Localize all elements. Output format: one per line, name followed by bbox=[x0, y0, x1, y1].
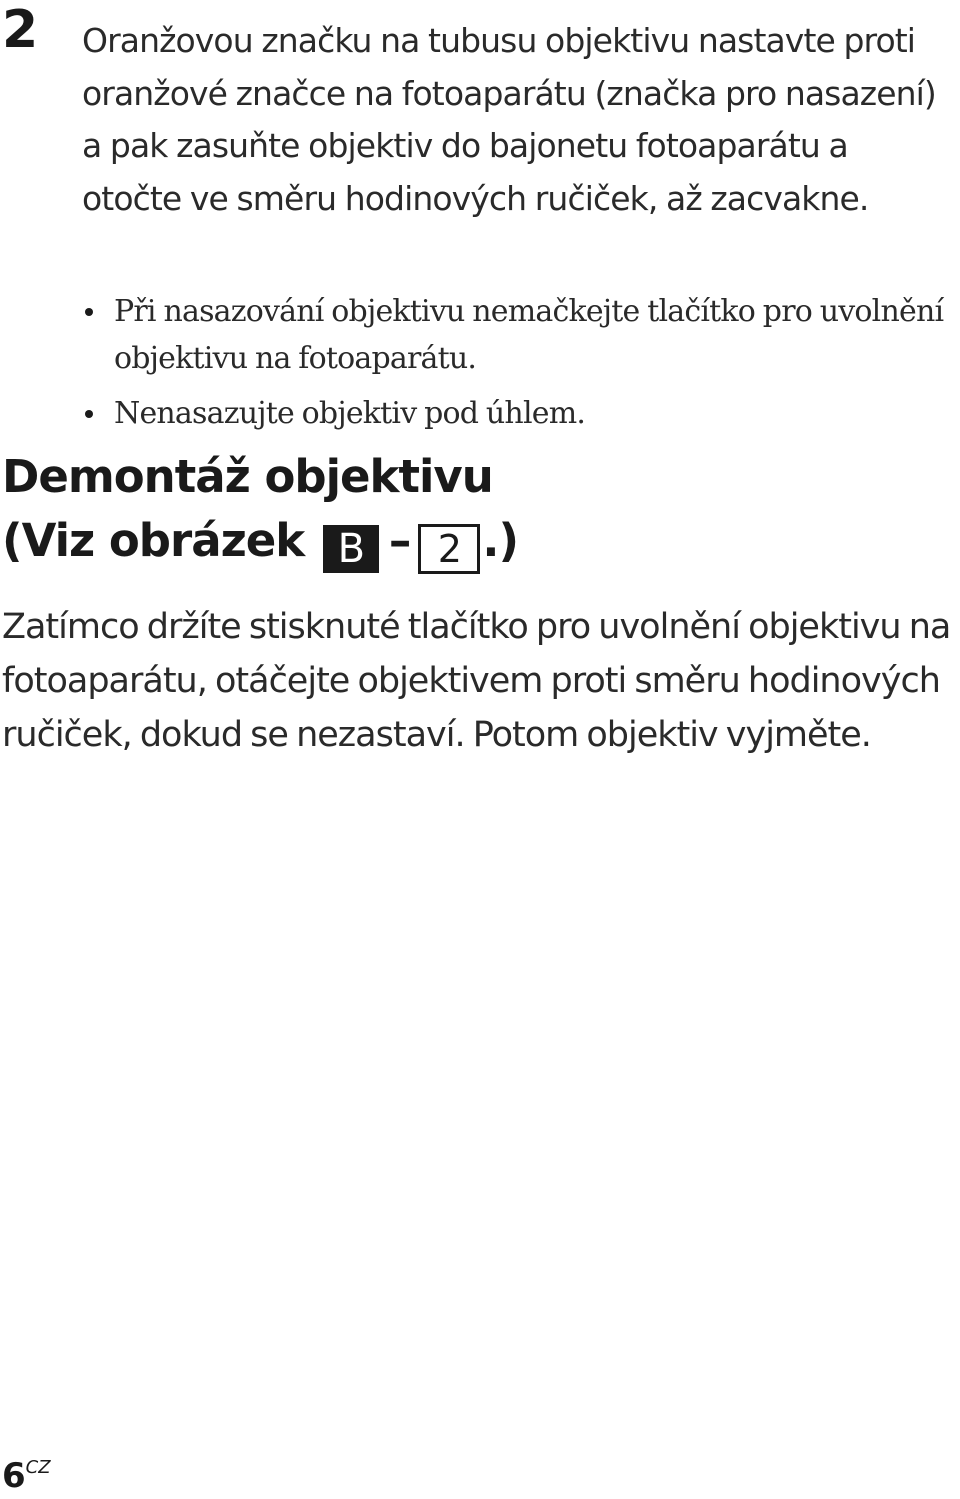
figure-ref-suffix: .) bbox=[482, 514, 519, 567]
step-instruction: Oranžovou značku na tubusu objektivu nastavte proti oranžové značce na fotoaparátu (značka pro nasazení) a pak zasuňte objektiv do bajonetu fotoaparátu a otočte ve směru hodinových ručiček, až zacvakne. bbox=[82, 21, 936, 218]
bullet-icon bbox=[85, 410, 93, 418]
figure-number-box: 2 bbox=[418, 524, 480, 574]
section-title-text: Demontáž objektivu bbox=[2, 450, 493, 503]
section-heading bbox=[2, 445, 942, 574]
list-item bbox=[82, 390, 952, 437]
step-number: 2 bbox=[2, 0, 38, 60]
step-notes-list bbox=[82, 288, 952, 437]
figure-ref-dash: – bbox=[388, 514, 411, 567]
note-text: Při nasazování objektivu nemačkejte tlačítko pro uvolnění objektivu na fotoaparátu. bbox=[114, 294, 944, 376]
figure-ref-prefix: (Viz obrázek bbox=[2, 514, 319, 567]
figure-letter-badge: B bbox=[323, 525, 379, 573]
language-code: CZ bbox=[25, 1457, 51, 1478]
bullet-icon bbox=[85, 308, 93, 316]
list-item bbox=[82, 288, 952, 382]
removal-instruction: Zatímco držíte stisknuté tlačítko pro uvolnění objektivu na fotoaparátu, otáčejte objektivem proti směru hodinových ručiček, dokud se nezastaví. Potom objektiv vyjměte. bbox=[2, 607, 951, 755]
note-text: Nenasazujte objektiv pod úhlem. bbox=[114, 396, 586, 431]
page-number: 6 bbox=[2, 1456, 25, 1496]
page-footer bbox=[2, 1456, 51, 1496]
